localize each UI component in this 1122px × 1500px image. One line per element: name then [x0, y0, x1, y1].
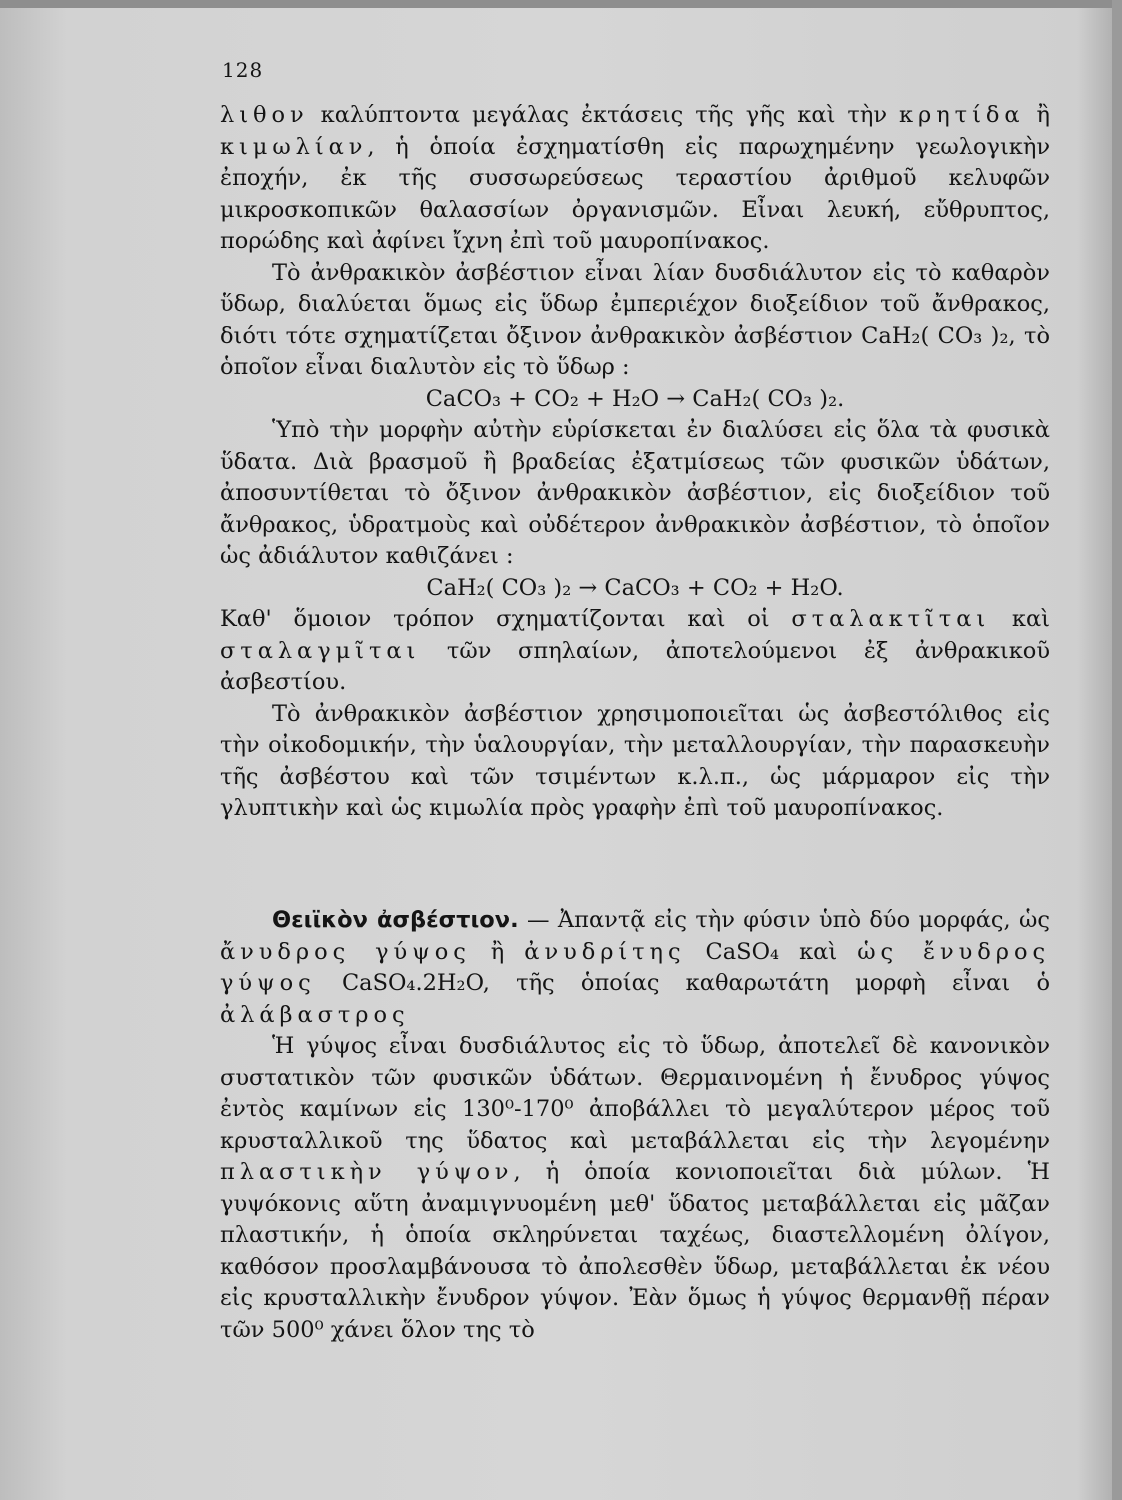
paragraph-uses: Τὸ ἀνθρακικὸν ἀσβέστιον χρησιμοποιεῖται ὡς ἀσβεστόλιθος εἰς τὴν οἰκοδομικήν, τὴν ὑαλουργίαν, τὴν μεταλλουργίαν, τὴν παρασκευὴν τῆς ἀσβέστου καὶ τῶν τσιμέντων κ.λ.π., ὡς μάρμαρον εἰς τὴν γλυπτικὴν καὶ ὡς κιμωλία πρὸς γραφὴν ἐπὶ τοῦ μαυροπίνακος.	[220, 700, 1050, 821]
spaced-term: σταλακτῖται	[791, 606, 991, 632]
spaced-term: κιμωλίαν	[220, 133, 368, 160]
spaced-term: ἀνυδρίτης	[524, 938, 686, 965]
spaced-term: ὡς ἔνυδρος γύψος	[220, 938, 1051, 996]
text-run: , ἡ ὁποία κονιοποιεῖται διὰ μύλων. Ἡ γυψόκονις αὕτη ἀναμιγνυομένη μεθ' ὕδατος μεταβάλλεται εἰς μᾶζαν πλαστικήν, ἡ ὁποία σκληρύνεται ταχέως, διαστελλομένη ὀλίγον, καθόσον προσλαμβάνουσα τὸ ἀπολεσθὲν ὕδωρ, μεταβάλλεται ἐκ νέου εἰς κρυσταλλικὴν ἔνυδρον γύψον. Ἐὰν ὅμως ἡ γύψος θερμανθῇ πέραν τῶν 500⁰ χάνει ὅλον της τὸ	[220, 1159, 1050, 1343]
page-number: 128	[222, 58, 264, 82]
spaced-term: λιθον	[220, 102, 309, 128]
spaced-term: σταλαγμῖται	[220, 637, 421, 664]
paragraph-chalk	[220, 100, 1050, 258]
text-run: CaSO₄.2H₂O, τῆς ὁποίας καθαρωτάτη μορφὴ εἶναι ὁ	[315, 970, 1050, 996]
text-run: ἢ	[1024, 102, 1050, 128]
text-run: ἢ	[470, 938, 525, 965]
text-block-lower	[220, 905, 1050, 1346]
equation-dissolution: CaCO₃ + CO₂ + H₂O → CaH₂( CO₃ )₂.	[425, 385, 845, 412]
spaced-term: ἀλάβαστρος	[220, 1001, 410, 1028]
spaced-term: κρητίδα	[899, 102, 1025, 128]
text-run: , ἡ ὁποία ἐσχηματίσθη εἰς παρωχημένην γεωλογικὴν ἐποχήν, ἐκ τῆς συσσωρεύσεως τεραστίου ἀριθμοῦ κελυφῶν μικροσκοπικῶν θαλασσίων ὀργανισμῶν. Εἶναι λευκή, εὔθρυπτος, πορώδης καὶ ἀφίνει ἴχνη ἐπὶ τοῦ μαυροπίνακος.	[220, 133, 1050, 254]
paragraph-stalactites	[220, 604, 1050, 699]
paragraph-solubility: Τὸ ἀνθρακικὸν ἀσβέστιον εἶναι λίαν δυσδιάλυτον εἰς τὸ καθαρὸν ὕδωρ, διαλύεται ὅμως εἰς ὕδωρ ἐμπεριέχον διοξείδιον τοῦ ἄνθρακος, διότι τότε σχηματίζεται ὄξινον ἀνθρακικὸν ἀσβέστιον CaH₂( CO₃ )₂, τὸ ὁποῖον εἶναι διαλυτὸν εἰς τὸ ὕδωρ :	[220, 259, 1050, 380]
text-run: καὶ	[990, 606, 1051, 632]
text-run: καλύπτοντα μεγάλας ἐκτάσεις τῆς γῆς καὶ τὴν	[308, 102, 900, 128]
text-run: τῶν σπηλαίων, ἀποτελούμενοι ἐξ ἀνθρακικοῦ ἀσβεστίου.	[220, 637, 1050, 695]
spaced-term: πλαστικὴν γύψον	[220, 1159, 514, 1185]
paragraph-natural-waters: Ὑπὸ τὴν μορφὴν αὐτὴν εὑρίσκεται ἐν διαλύσει εἰς ὅλα τὰ φυσικὰ ὕδατα. Διὰ βρασμοῦ ἢ βραδείας ἐξατμίσεως τῶν φυσικῶν ὑδάτων, ἀποσυντίθεται τὸ ὄξινον ἀνθρακικὸν ἀσβέστιον, εἰς διοξείδιον τοῦ ἄνθρακος, ὑδρατμοὺς καὶ οὐδέτερον ἀνθρακικὸν ἀσβέστιον, τὸ ὁποῖον ὡς ἀδιάλυτον καθιζάνει :	[220, 417, 1050, 569]
paragraph-calcium-sulfate	[220, 905, 1050, 1031]
text-run: Καθ' ὅμοιον τρόπον σχηματίζονται καὶ οἱ	[220, 606, 792, 632]
text-block-upper	[220, 100, 1050, 825]
page-top-edge	[0, 0, 1122, 8]
equation-decomposition: CaH₂( CO₃ )₂ → CaCO₃ + CO₂ + H₂O.	[426, 574, 844, 601]
page-right-edge	[1112, 0, 1122, 1500]
text-run: CaSO₄ καὶ	[685, 938, 858, 965]
paragraph-gypsum	[220, 1031, 1050, 1346]
spaced-term: ἄνυδρος γύψος	[220, 938, 471, 965]
text-run: Ἡ γύψος εἶναι δυσδιάλυτος εἰς τὸ ὕδωρ, ἀποτελεῖ δὲ κανονικὸν συστατικὸν τῶν φυσικῶν ὑδάτων. Θερμαινομένη ἡ ἔνυδρος γύψος ἐντὸς καμίνων εἰς 130⁰-170⁰ ἀποβάλλει τὸ μεγαλύτερον μέρος τοῦ κρυσταλλικοῦ της ὕδατος καὶ μεταβάλλεται εἰς τὴν λεγομένην	[220, 1033, 1050, 1154]
text-run: — Ἀπαντᾷ εἰς τὴν φύσιν ὑπὸ δύο μορφάς, ὡς	[518, 907, 1050, 933]
section-heading: Θειϊκὸν ἀσβέστιον.	[272, 907, 519, 933]
